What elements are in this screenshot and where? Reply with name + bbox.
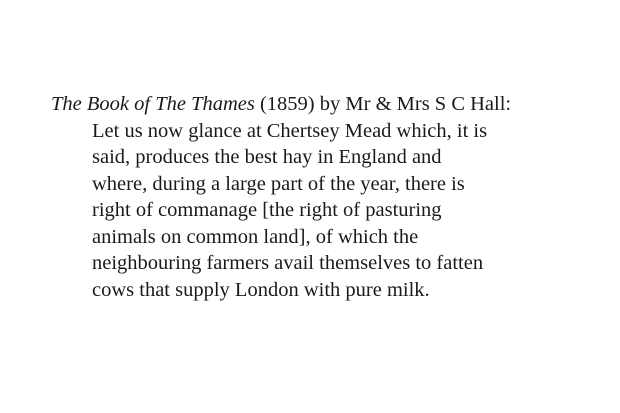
quote-line: animals on common land], of which the [92, 225, 419, 248]
quote-body [92, 118, 596, 304]
quotation-block [51, 91, 596, 303]
quote-line: right of commanage [the right of pasturing [92, 199, 442, 221]
quote-line: cows that supply London with pure milk. [92, 278, 430, 301]
authors: by Mr & Mrs S C Hall: [319, 93, 512, 115]
book-title: The Book of The Thames [51, 93, 255, 115]
quote-line: neighbouring farmers avail themselves to fatten [92, 252, 484, 274]
publication-year: (1859) [259, 93, 315, 115]
quote-line: where, during a large part of the year, there is [92, 172, 465, 195]
quote-line: said, produces the best hay in England and [92, 146, 442, 168]
quote-line: Let us now glance at Chertsey Mead which, it is [92, 119, 488, 142]
citation-line [51, 91, 596, 118]
